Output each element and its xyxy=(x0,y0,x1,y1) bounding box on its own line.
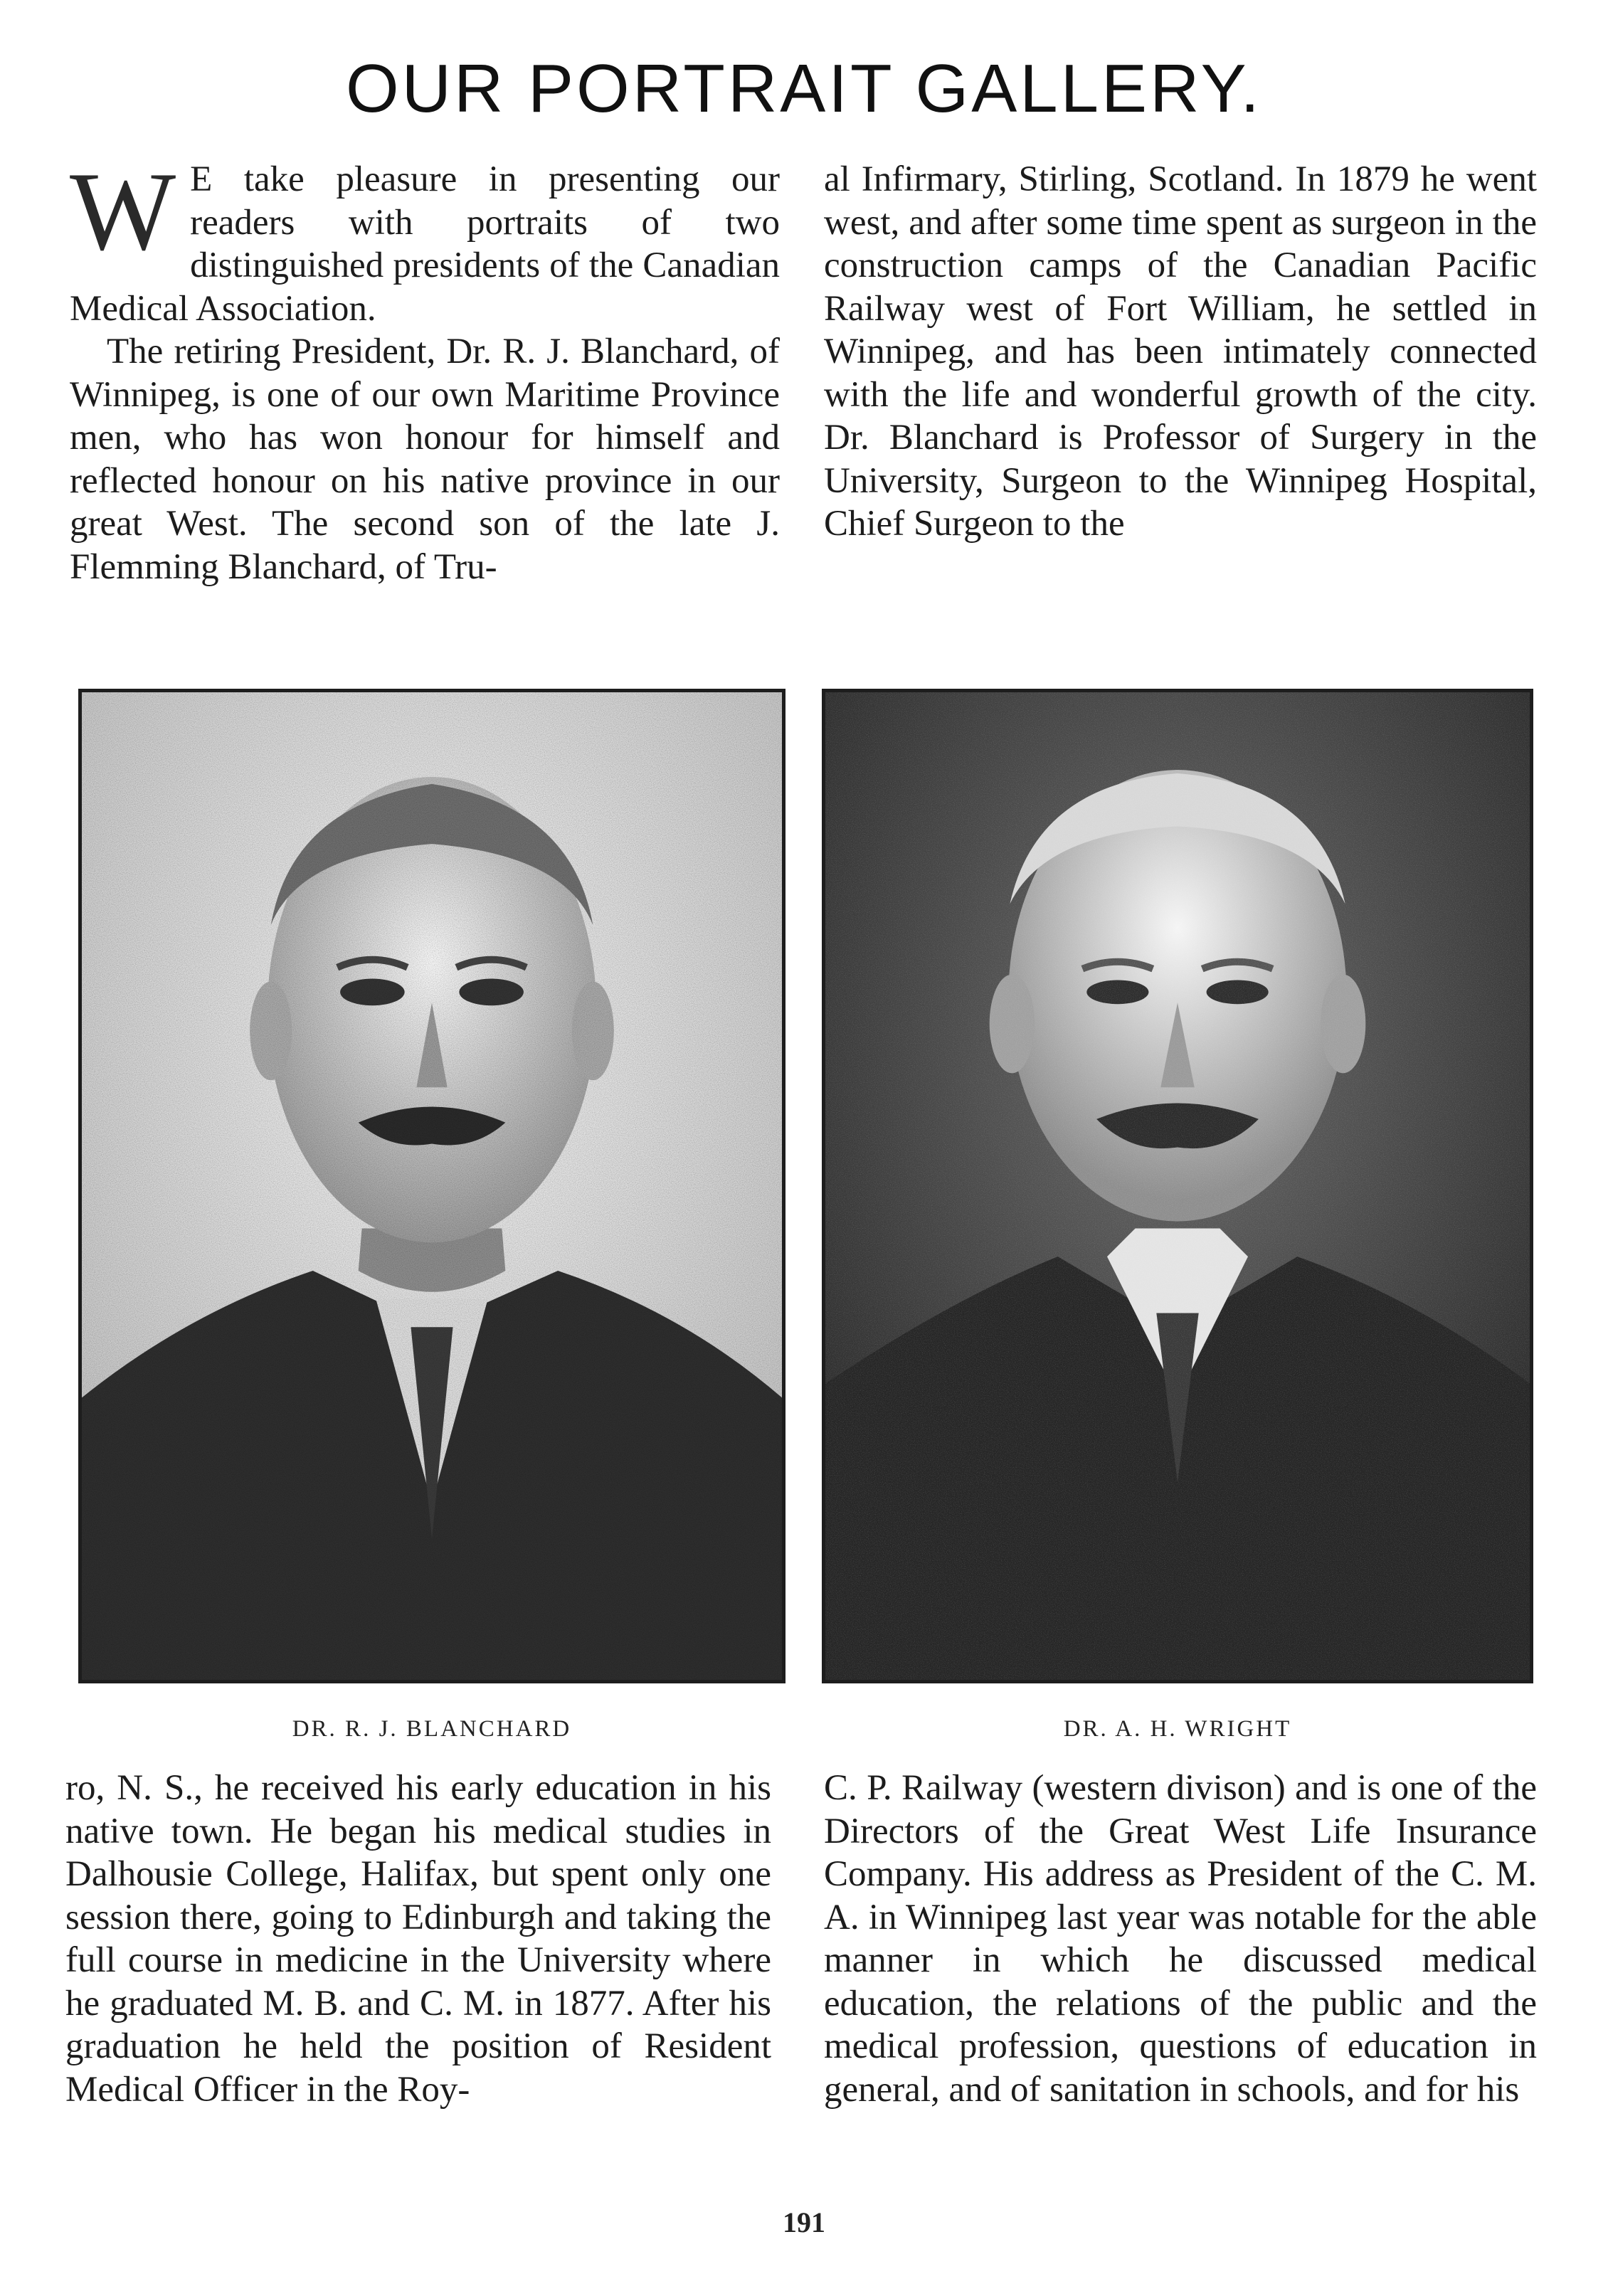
column-bottom-right xyxy=(824,1767,1537,2172)
portrait-wright-image xyxy=(825,692,1530,1680)
blanchard-paragraph-continued: al Infirmary, Stirling, Scotland. In 1879 he went west, and after some time spent as surgeon in the construction camps of the Canadian Pacific Railway west of Fort William, he settled in Winnipeg, and has been intimately connected with the life and wonderful growth of the city. Dr. Blanchard is Professor of Surgery in the University, Surgeon to the Winnipeg Hospital, Chief Surgeon to the xyxy=(824,159,1537,544)
intro-paragraph: E take pleasure in presenting our readers with portraits of two distinguished presidents of the Canadian Medical Association. xyxy=(70,159,780,329)
portrait-caption-wright: DR. A. H. WRIGHT xyxy=(1063,1716,1292,1742)
page-number: 191 xyxy=(783,2206,825,2238)
column-top-left xyxy=(70,158,780,656)
column-top-right xyxy=(824,158,1537,656)
portrait-blanchard-image xyxy=(82,692,782,1680)
portrait-caption-blanchard: DR. R. J. BLANCHARD xyxy=(292,1716,572,1742)
portrait-wright xyxy=(822,689,1533,1683)
career-paragraph: C. P. Railway (western divison) and is one of the Directors of the Great West Life Insurance Company. His address as President of the C. M. A. in Winnipeg last year was notable for the able manner in which he discussed medical education, the relations of the public and the medical profession, questions of education in general, and of sanitation in schools, and for his xyxy=(824,1768,1537,2110)
education-paragraph: ro, N. S., he received his early education in his native town. He began his medical studies in Dalhousie College, Halifax, but spent only one session there, going to Edinburgh and taking the full course in medicine in the University where he graduated M. B. and C. M. in 1877. After his graduation he held the position of Resident Medical Officer in the Roy- xyxy=(65,1768,771,2110)
column-bottom-left xyxy=(65,1767,771,2172)
portrait-blanchard xyxy=(78,689,786,1683)
blanchard-paragraph-start: The retiring President, Dr. R. J. Blanchard, of Winnipeg, is one of our own Maritime Province men, who has won honour for himself and reflected honour on his native province in our great West. The second son of the late J. Flemming Blanchard, of Tru- xyxy=(70,332,780,587)
page-title: OUR PORTRAIT GALLERY. xyxy=(346,51,1262,127)
drop-cap: W xyxy=(70,158,176,274)
